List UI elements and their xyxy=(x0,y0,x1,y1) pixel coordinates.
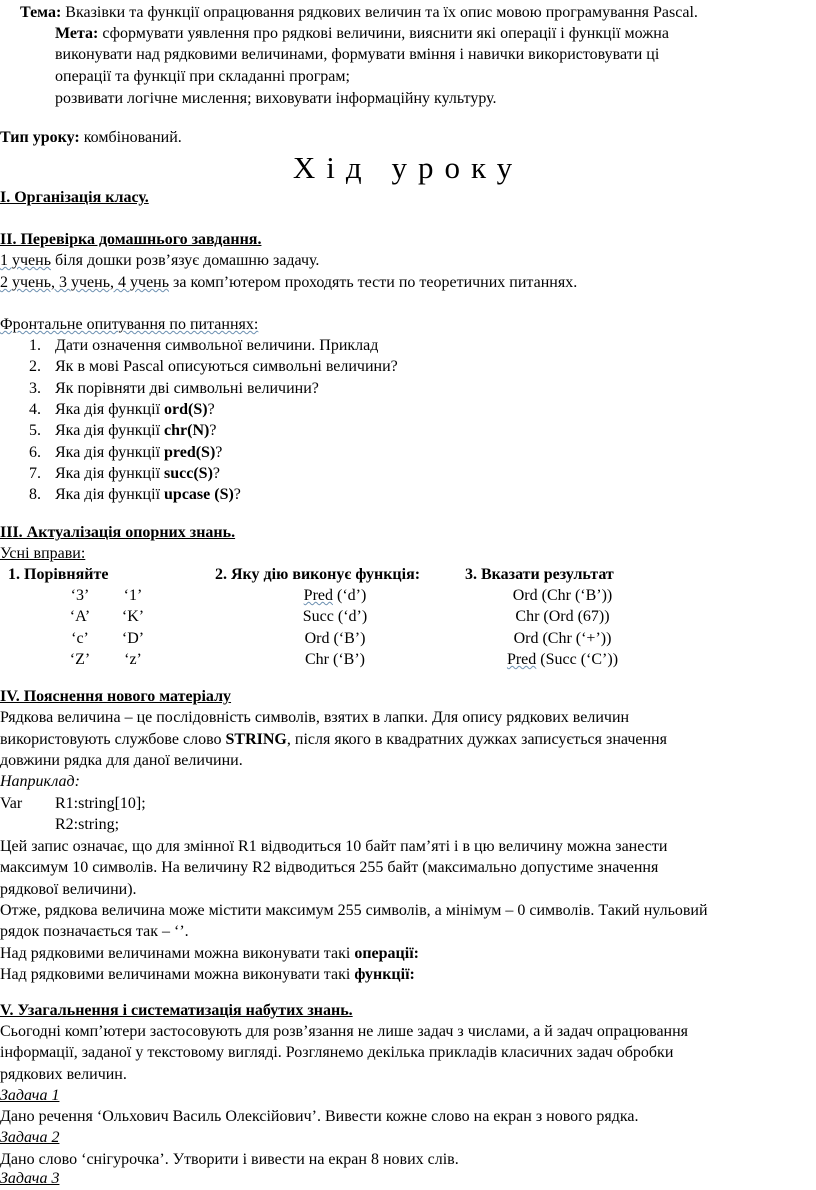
result-expression xyxy=(470,606,655,627)
section-4-p2-line3: рядкової величини). xyxy=(0,881,137,898)
students-2-4-label: 2 учень, 3 учень, 4 учень xyxy=(0,274,170,291)
function-expression-rest: Succ (‘d’) xyxy=(302,608,368,625)
code-var-keyword: Var xyxy=(0,795,23,812)
compare-left-value: ‘Z’ xyxy=(69,651,91,668)
section-4-p2-line2: максимум 10 символів. На величину R2 відводиться 255 байт (максимально допустиме значення xyxy=(0,859,659,876)
lesson-type-label: Тип уроку: xyxy=(0,129,80,146)
operations-line xyxy=(0,943,419,964)
frontal-survey-heading: Фронтальне опитування по питаннях: xyxy=(0,316,259,333)
homework-line-2 xyxy=(0,272,577,293)
task-1-text: Дано речення ‘Ольхович Василь Олексійович’. Вивести кожне слово на екран з нового рядка. xyxy=(0,1108,639,1125)
result-expression xyxy=(470,628,655,649)
section-5-p1-line2: інформації, заданої у текстовому вигляді. Розглянемо декілька прикладів класичних задач обробки xyxy=(0,1044,674,1061)
result-expression-rest: Ord (Chr (‘B’)) xyxy=(512,587,613,604)
compare-left-value: ‘3’ xyxy=(70,587,90,604)
functions-text: Над рядковими величинами можна виконувати такі xyxy=(0,966,355,983)
question-tail: ? xyxy=(212,465,221,482)
homework-text-2: за комп’ютером проходять тести по теоретичних питаннях. xyxy=(169,274,578,291)
task-2-text: Дано слово ‘снігурочка’. Утворити і вивести на екран 8 нових слів. xyxy=(0,1151,459,1168)
question-item xyxy=(55,335,378,356)
goal-line-2: виконувати над рядковими величинами, формувати вміння і навички використовувати ці xyxy=(55,46,660,63)
operations-keyword: операції: xyxy=(354,945,419,962)
function-expression xyxy=(250,585,420,606)
question-item xyxy=(55,484,241,505)
section-4-p1-line3: довжини рядка для даної величини. xyxy=(0,752,243,769)
question-number: 5. xyxy=(29,422,41,439)
result-expression-rest: (Succ (‘C’)) xyxy=(536,651,619,668)
result-expression-prefix: Pred xyxy=(506,651,537,668)
function-expression-rest: (‘d’) xyxy=(333,587,367,604)
question-number: 3. xyxy=(29,380,41,397)
section-3-heading: ІІІ. Актуалізація опорних знань. xyxy=(0,524,236,541)
topic-text: Вказівки та функції опрацювання рядкових величин та їх опис мовою програмування Pascal. xyxy=(65,4,698,21)
question-number: 7. xyxy=(29,465,41,482)
goal-line-1 xyxy=(55,23,669,44)
question-item xyxy=(55,378,319,399)
question-text: Яка дія функції xyxy=(55,401,165,418)
p1-line2-c: , після якого в квадратних дужках записується значення xyxy=(286,731,667,748)
question-text: Яка дія функції xyxy=(55,465,165,482)
section-4-p1-line2 xyxy=(0,729,667,750)
question-item xyxy=(55,420,216,441)
task-2-label: Задача 2 xyxy=(0,1129,60,1146)
compare-left-value: ‘A’ xyxy=(69,608,91,625)
oral-exercises-label: Усні вправи: xyxy=(0,545,86,562)
compare-right-value: ‘z’ xyxy=(124,651,142,668)
question-function-name: pred(S) xyxy=(164,444,216,461)
question-tail: ? xyxy=(233,486,241,503)
goal-text-1: сформувати уявлення про рядкові величини, вияснити які операції і функції можна xyxy=(102,25,669,42)
question-item xyxy=(55,399,215,420)
question-tail: ? xyxy=(207,401,215,418)
question-function-name: succ(S) xyxy=(164,465,213,482)
function-expression xyxy=(250,628,420,649)
code-line-2: R2:string; xyxy=(55,816,120,833)
function-expression xyxy=(250,606,420,627)
goal-line-4: розвивати логічне мислення; виховувати інформаційну культуру. xyxy=(55,90,497,107)
exercise-col2-heading: 2. Яку дію виконує функція: xyxy=(215,566,421,583)
topic-label: Тема: xyxy=(20,4,62,21)
question-text: Як в мові Pascal описуються символьні величини? xyxy=(55,358,398,375)
result-expression-rest: Chr (Ord (67)) xyxy=(515,608,610,625)
question-function-name: ord(S) xyxy=(164,401,208,418)
question-number: 4. xyxy=(29,401,41,418)
result-expression xyxy=(470,585,655,606)
compare-right-value: ‘1’ xyxy=(123,587,143,604)
function-expression xyxy=(250,649,420,670)
question-text: Яка дія функції xyxy=(55,444,165,461)
question-number: 2. xyxy=(29,358,41,375)
homework-line-1 xyxy=(0,250,319,271)
question-number: 8. xyxy=(29,486,41,503)
topic-line xyxy=(20,2,698,23)
question-text: Дати означення символьної величини. Приклад xyxy=(55,337,379,354)
section-2-heading: ІІ. Перевірка домашнього завдання. xyxy=(0,231,262,248)
functions-keyword: функції: xyxy=(354,966,415,983)
section-4-p3-line2: рядок позначається так – ‘’. xyxy=(0,923,189,940)
function-expression-rest: Chr (‘B’) xyxy=(305,651,365,668)
goal-line-3: операції та функції при складанні програм; xyxy=(55,68,350,85)
lesson-title: Хід уроку xyxy=(292,150,524,185)
homework-text-1: біля дошки розв’язує домашню задачу. xyxy=(51,252,320,269)
question-item xyxy=(55,463,220,484)
section-1-heading: І. Організація класу. xyxy=(0,189,149,206)
p1-line2-a: використовують службове слово xyxy=(0,731,226,748)
question-item xyxy=(55,356,398,377)
section-4-p2-line1: Цей запис означає, що для змінної R1 відводиться 10 байт пам’яті і в цю величину можна занести xyxy=(0,838,668,855)
functions-line xyxy=(0,964,415,985)
question-text: Як порівняти дві символьні величини? xyxy=(55,380,319,397)
question-item xyxy=(55,442,222,463)
section-4-p1-line1: Рядкова величина – це послідовність символів, взятих в лапки. Для опису рядкових величин xyxy=(0,709,630,726)
student-1-label: 1 учень xyxy=(0,252,52,269)
result-expression-rest: Ord (Chr (‘+’)) xyxy=(513,630,612,647)
task-1-label: Задача 1 xyxy=(0,1087,60,1104)
code-line-1: R1:string[10]; xyxy=(55,795,146,812)
lesson-type-line xyxy=(0,127,182,148)
compare-left-value: ‘c’ xyxy=(71,630,89,647)
question-text: Яка дія функції xyxy=(55,422,165,439)
operations-text: Над рядковими величинами можна виконувати такі xyxy=(0,945,355,962)
compare-right-value: ‘K’ xyxy=(121,608,145,625)
section-4-heading: IV. Пояснення нового матеріалу xyxy=(0,688,232,705)
question-function-name: upcase (S) xyxy=(164,486,234,503)
task-3-label: Задача 3 xyxy=(0,1170,60,1187)
question-function-name: chr(N) xyxy=(164,422,210,439)
section-5-p1-line1: Сьогодні комп’ютери застосовують для розв’язання не лише задач з числами, а й задач опрацювання xyxy=(0,1023,689,1040)
compare-right-value: ‘D’ xyxy=(121,630,145,647)
section-5-p1-line3: рядкових величин. xyxy=(0,1066,127,1083)
exercise-col1-heading: 1. Порівняйте xyxy=(8,566,109,583)
question-number: 6. xyxy=(29,444,41,461)
string-keyword: STRING xyxy=(225,731,287,748)
section-4-p3-line1: Отже, рядкова величина може містити максимум 255 символів, а мінімум – 0 символів. Такий нульовий xyxy=(0,902,708,919)
question-tail: ? xyxy=(215,444,223,461)
function-expression-prefix: Pred xyxy=(303,587,333,604)
result-expression xyxy=(470,649,655,670)
question-number: 1. xyxy=(29,337,41,354)
function-expression-rest: Ord (‘B’) xyxy=(304,630,366,647)
example-label: Наприклад: xyxy=(0,773,80,790)
question-text: Яка дія функції xyxy=(55,486,165,503)
goal-label: Мета: xyxy=(55,25,99,42)
exercise-col3-heading: 3. Вказати результат xyxy=(465,566,614,583)
question-tail: ? xyxy=(209,422,217,439)
lesson-type-text: комбінований. xyxy=(83,129,182,146)
section-5-heading: V. Узагальнення і систематизація набутих знань. xyxy=(0,1002,353,1019)
